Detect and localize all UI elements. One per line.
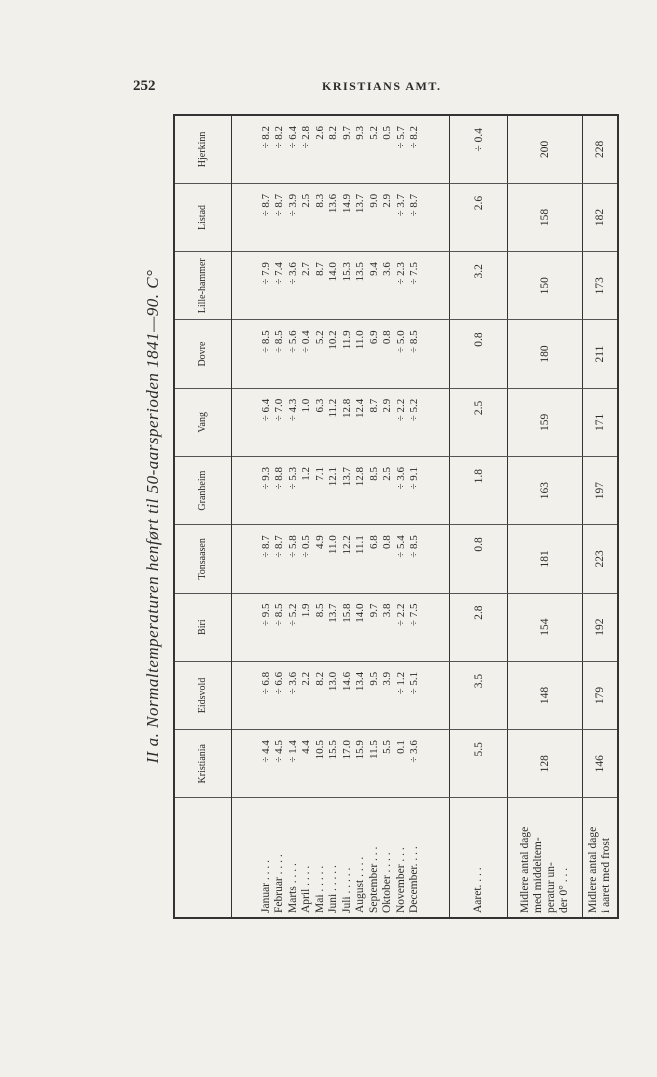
station-header: Kristiania (174, 730, 232, 798)
monthly-value: ÷ 8.7 (273, 535, 285, 558)
monthly-value: ÷ 7.5 (408, 262, 420, 285)
days-label-line: med middeltem- (532, 837, 544, 913)
monthly-value: ÷ 8.5 (259, 330, 272, 353)
monthly-value: ÷ 8.7 (259, 193, 272, 217)
days-below-zero-label (508, 798, 583, 918)
monthly-value: ÷ 3.6 (286, 671, 299, 695)
days-below-zero-value: 159 (508, 388, 583, 456)
monthly-value: 11.5 (367, 740, 380, 759)
monthly-value: ÷ 8.7 (273, 193, 285, 217)
frost-days-value: 173 (583, 252, 619, 320)
monthly-value: 2.6 (313, 126, 326, 140)
station-header: Biri (174, 593, 232, 661)
monthly-value: 8.2 (313, 671, 326, 686)
monthly-value: ÷ 7.5 (408, 603, 420, 627)
monthly-values-cell (232, 456, 450, 524)
days-below-zero-value: 128 (508, 730, 583, 798)
monthly-value: 10.5 (313, 740, 326, 760)
month-label: September . . . (367, 846, 380, 913)
monthly-value: 9.4 (367, 262, 380, 276)
monthly-value: ÷ 8.2 (273, 126, 285, 149)
page-header (0, 78, 657, 102)
monthly-value: 9.5 (367, 671, 380, 686)
monthly-value: 2.9 (381, 398, 393, 413)
monthly-value: ÷ 8.7 (408, 193, 420, 217)
monthly-value: 12.8 (340, 398, 353, 418)
monthly-value: 2.9 (381, 193, 393, 208)
page-number: 252 (133, 78, 156, 94)
monthly-value: 12.8 (354, 466, 366, 487)
monthly-value: ÷ 3.7 (394, 193, 407, 217)
monthly-value: 13.6 (327, 193, 339, 214)
header-row (174, 115, 232, 918)
year-value: 5.5 (450, 730, 508, 798)
month-label: November . . . (394, 847, 407, 913)
days-below-zero-value: 163 (508, 456, 583, 524)
monthly-value: 17.0 (340, 740, 353, 760)
monthly-value: ÷ 8.2 (259, 126, 272, 149)
frost-days-row (583, 115, 619, 918)
days-below-zero-value: 150 (508, 252, 583, 320)
monthly-value: 7.1 (313, 466, 326, 481)
monthly-value: 4.4 (300, 740, 312, 754)
month-label: April . . . . (300, 865, 312, 913)
monthly-value: 15.9 (354, 740, 366, 760)
monthly-value: ÷ 2.2 (394, 398, 407, 422)
monthly-value: 2.5 (381, 466, 393, 481)
monthly-value: ÷ 5.6 (286, 330, 299, 353)
monthly-value: 10.2 (327, 330, 339, 350)
monthly-value: 9.7 (340, 126, 353, 140)
monthly-value: 12.1 (327, 466, 339, 487)
monthly-value: 11.1 (354, 535, 366, 555)
rotated-table-sheet (143, 114, 613, 919)
monthly-value: ÷ 7.4 (273, 262, 285, 285)
monthly-value: 9.7 (367, 603, 380, 618)
month-label: December. . . . (408, 846, 420, 913)
monthly-values-cell (232, 115, 450, 183)
year-value: ÷ 0.4 (450, 115, 508, 183)
year-value: 2.5 (450, 388, 508, 456)
monthly-value: 6.3 (313, 398, 326, 413)
year-value: 1.8 (450, 456, 508, 524)
month-label: Oktober . . . . (381, 852, 393, 913)
monthly-value: ÷ 8.7 (259, 535, 272, 558)
monthly-values-cell (232, 388, 450, 456)
monthly-value: 12.2 (340, 535, 353, 555)
station-header: Hjerkinn (174, 115, 232, 183)
monthly-value: 8.5 (313, 603, 326, 618)
month-label: Februar . . . . (273, 854, 285, 913)
table-title: II a. Normaltemperaturen henført til 50-aarsperioden 1841—90. C° (143, 269, 162, 764)
monthly-value: 12.4 (354, 398, 366, 418)
corner-header (174, 798, 232, 918)
monthly-value: 0.8 (381, 330, 393, 345)
monthly-value: ÷ 1.4 (286, 740, 299, 763)
monthly-value: 6.9 (367, 330, 380, 345)
monthly-value: 13.0 (327, 671, 339, 692)
monthly-value: 1.2 (300, 466, 312, 481)
month-label: Juli . . . . . (340, 867, 353, 913)
year-value: 2.6 (450, 183, 508, 251)
days-below-zero-value: 148 (508, 661, 583, 729)
monthly-value: ÷ 8.5 (273, 330, 285, 353)
monthly-value: 4.9 (313, 535, 326, 549)
monthly-value: ÷ 3.6 (286, 262, 299, 285)
monthly-value: ÷ 4.5 (273, 740, 285, 763)
monthly-value: 5.5 (381, 740, 393, 754)
frost-days-value: 228 (583, 115, 619, 183)
monthly-value: 14.9 (340, 193, 353, 214)
monthly-value: ÷ 5.7 (394, 126, 407, 149)
monthly-value: ÷ 6.6 (273, 671, 285, 695)
monthly-value: ÷ 4.3 (286, 398, 299, 422)
monthly-value: 3.9 (381, 671, 393, 686)
monthly-value: 8.3 (313, 193, 326, 208)
month-label: Juni . . . . . (327, 865, 339, 913)
station-header: Lille-hammer (174, 252, 232, 320)
monthly-value: 0.5 (381, 126, 393, 140)
year-value: 3.2 (450, 252, 508, 320)
days-below-zero-value: 200 (508, 115, 583, 183)
monthly-value: 11.0 (327, 535, 339, 555)
monthly-value: ÷ 1.2 (394, 671, 407, 695)
frost-days-value: 223 (583, 525, 619, 593)
monthly-value: ÷ 2.3 (394, 262, 407, 285)
monthly-value: 5.2 (367, 126, 380, 140)
monthly-value: 2.5 (300, 193, 312, 208)
frost-days-value: 171 (583, 388, 619, 456)
monthly-value: 13.5 (354, 262, 366, 282)
monthly-value: 8.7 (367, 398, 380, 413)
frost-days-value: 211 (583, 320, 619, 388)
monthly-value: 14.0 (327, 262, 339, 282)
monthly-value: 13.7 (354, 193, 366, 214)
station-header: Vang (174, 388, 232, 456)
monthly-value: ÷ 9.1 (408, 466, 420, 490)
days-label-line: Midlere antal dage (519, 826, 531, 913)
month-label: Marts . . . . (286, 863, 299, 913)
monthly-value: ÷ 2.8 (300, 126, 312, 149)
year-value: 0.8 (450, 525, 508, 593)
monthly-values-cell (232, 320, 450, 388)
days-label-line: peratur un- (545, 862, 557, 913)
station-header: Dovre (174, 320, 232, 388)
monthly-value: ÷ 9.3 (259, 466, 272, 490)
station-header: Tonsaasen (174, 525, 232, 593)
monthly-value: ÷ 5.2 (408, 398, 420, 422)
monthly-value: ÷ 5.2 (286, 603, 299, 627)
year-row (450, 115, 508, 918)
monthly-value: ÷ 8.8 (273, 466, 285, 490)
frost-days-label (583, 798, 619, 918)
monthly-value: ÷ 8.2 (408, 126, 420, 149)
monthly-value: ÷ 3.6 (394, 466, 407, 490)
monthly-value: ÷ 7.0 (273, 398, 285, 422)
monthly-values-cell (232, 252, 450, 320)
monthly-value: 1.9 (300, 603, 312, 618)
monthly-value: 14.0 (354, 603, 366, 623)
frost-days-value: 197 (583, 456, 619, 524)
monthly-value: 3.8 (381, 603, 393, 618)
monthly-value: ÷ 6.4 (259, 398, 272, 422)
monthly-value: 2.2 (300, 671, 312, 686)
station-header: Listad (174, 183, 232, 251)
temperature-table (173, 114, 619, 919)
monthly-value: 13.4 (354, 671, 366, 692)
month-label: Mai . . . . . (313, 865, 326, 913)
days-label-line: der 0° . . . (558, 867, 570, 913)
year-value: 3.5 (450, 661, 508, 729)
frost-days-value: 192 (583, 593, 619, 661)
monthly-values-cell (232, 593, 450, 661)
frost-days-value: 182 (583, 183, 619, 251)
monthly-values-cell (232, 730, 450, 798)
monthly-values-cell (232, 661, 450, 729)
monthly-value: 14.6 (340, 671, 353, 692)
month-labels (232, 798, 450, 918)
monthly-value: ÷ 5.1 (408, 671, 420, 695)
monthly-value: 15.3 (340, 262, 353, 282)
monthly-value: 11.9 (340, 330, 353, 350)
monthly-value: ÷ 4.4 (259, 740, 272, 763)
frost-days-value: 179 (583, 661, 619, 729)
running-head: KRISTIANS AMT. (322, 79, 442, 93)
year-label: Aaret. . . . (450, 798, 508, 918)
monthly-value: ÷ 9.5 (259, 603, 272, 627)
monthly-value: 15.5 (327, 740, 339, 760)
monthly-value: 15.8 (340, 603, 353, 623)
monthly-value: 6.8 (367, 535, 380, 549)
monthly-value: ÷ 5.3 (286, 466, 299, 490)
monthly-value: 11.0 (354, 330, 366, 350)
monthly-value: ÷ 0.4 (300, 330, 312, 353)
monthly-value: ÷ 5.0 (394, 330, 407, 353)
monthly-value: 9.0 (367, 193, 380, 208)
monthly-value: ÷ 3.6 (408, 740, 420, 763)
monthly-value: ÷ 6.4 (286, 126, 299, 149)
monthly-value: ÷ 3.9 (286, 193, 299, 217)
monthly-value: ÷ 5.4 (394, 535, 407, 558)
monthly-value: ÷ 8.5 (408, 330, 420, 353)
monthly-value: ÷ 5.8 (286, 535, 299, 558)
days-below-zero-value: 158 (508, 183, 583, 251)
monthly-value: 13.7 (340, 466, 353, 487)
monthly-value: 9.3 (354, 126, 366, 140)
days-below-zero-value: 181 (508, 525, 583, 593)
days-below-zero-value: 180 (508, 320, 583, 388)
year-value: 0.8 (450, 320, 508, 388)
monthly-value: 8.7 (313, 262, 326, 276)
year-value: 2.8 (450, 593, 508, 661)
monthly-value: ÷ 6.8 (259, 671, 272, 695)
monthly-value: ÷ 7.9 (259, 262, 272, 285)
station-header: Eidsvold (174, 661, 232, 729)
frost-label-line: i aaret med frost (600, 837, 612, 913)
days-below-zero-row (508, 115, 583, 918)
monthly-value: ÷ 8.5 (408, 535, 420, 558)
monthly-values-cell (232, 525, 450, 593)
monthly-row (232, 115, 450, 918)
monthly-value: 5.2 (313, 330, 326, 345)
month-label: August . . . . (354, 856, 366, 913)
monthly-value: 8.5 (367, 466, 380, 481)
month-label: Januar . . . . (259, 859, 272, 913)
days-below-zero-value: 154 (508, 593, 583, 661)
monthly-value: 11.2 (327, 398, 339, 418)
monthly-value: ÷ 0.5 (300, 535, 312, 558)
monthly-values-cell (232, 183, 450, 251)
monthly-value: 3.6 (381, 262, 393, 276)
monthly-value: 13.7 (327, 603, 339, 623)
monthly-value: 2.7 (300, 262, 312, 276)
monthly-value: ÷ 2.2 (394, 603, 407, 627)
monthly-value: 0.1 (394, 740, 407, 754)
monthly-value: 1.0 (300, 398, 312, 413)
frost-label-line: Midlere antal dage (587, 826, 599, 913)
frost-days-value: 146 (583, 730, 619, 798)
monthly-value: 8.2 (327, 126, 339, 140)
monthly-value: ÷ 8.5 (273, 603, 285, 627)
monthly-value: 0.8 (381, 535, 393, 549)
station-header: Granheim (174, 456, 232, 524)
